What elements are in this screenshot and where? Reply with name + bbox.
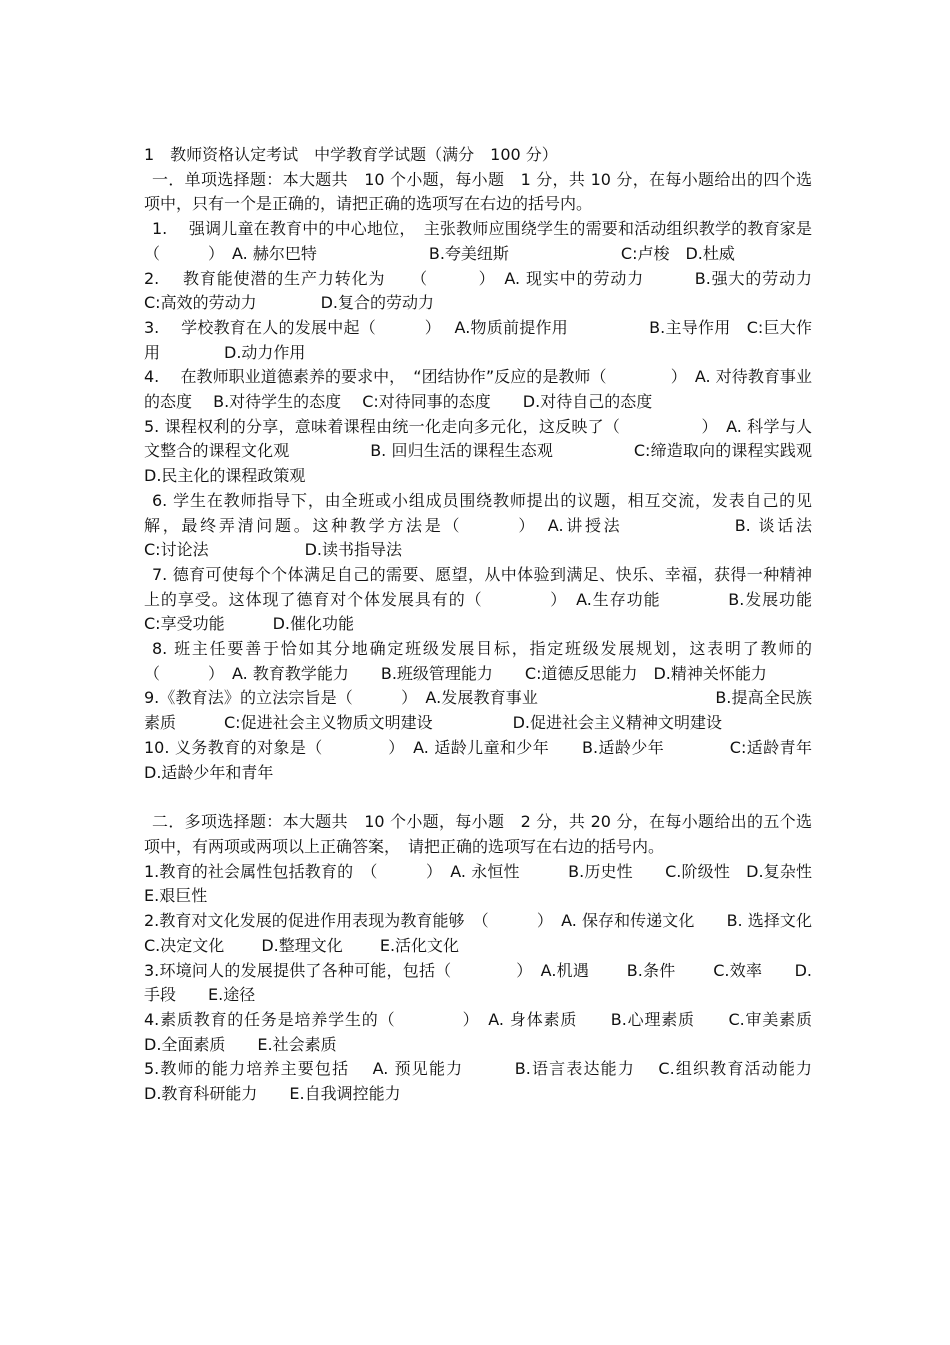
question-multi-4: 4.素质教育的任务是培养学生的（ ） A. 身体素质 B.心理素质 C.审美素质 D.全面素质 E.社会素质 bbox=[144, 1009, 850, 1054]
section-gap bbox=[144, 785, 812, 810]
exam-title: 1 教师资格认定考试 中学教育学试题（满分 100 分） bbox=[144, 145, 558, 164]
question-multi-3: 3.环境问人的发展提供了各种可能，包括（ ） A.机遇 B.条件 C.效率 D.手段 E.途径 bbox=[144, 960, 812, 1005]
question-multi-5: 5.教师的能力培养主要包括 A. 预见能力 B.语言表达能力 C.组织教育活动能力 D.教育科研能力 E.自我调控能力 bbox=[144, 1059, 845, 1104]
question-single-5: 5. 课程权利的分享，意味着课程由统一化走向多元化，这反映了（ ） A. 科学与人文整合的课程文化观 B. 回归生活的课程生态观 C:缔造取向的课程实践观 D.民主化的课程政策观 bbox=[144, 416, 941, 486]
document-content bbox=[144, 143, 941, 1107]
question-single-3: 3. 学校教育在人的发展中起（ ） A.物质前提作用 B.主导作用 C:巨大作用 D.动力作用 bbox=[144, 317, 812, 362]
question-multi-2: 2.教育对文化发展的促进作用表现为教育能够 （ ） A. 保存和传递文化 B. 选择文化 C.决定文化 D.整理文化 E.活化文化 bbox=[144, 911, 850, 955]
question-single-8: 8. 班主任要善于恰如其分地确定班级发展目标，指定班级发展规划，这表明了教师的（ ） A. 教育教学能力 B.班级管理能力 C:道德反思能力 D.精神关怀能力 bbox=[144, 639, 812, 683]
question-single-6: 6. 学生在教师指导下，由全班或小组成员围绕教师提出的议题，相互交流，发表自己的见解，最终弄清问题。这种教学方法是（ ） A.讲授法 B. 谈话法 C:讨论法 D.读书指导法 bbox=[144, 490, 893, 560]
question-single-4: 4. 在教师职业道德素养的要求中， “团结协作”反应的是教师（ ） A. 对待教育事业的态度 B.对待学生的态度 C:对待同事的态度 D.对待自己的态度 bbox=[144, 367, 812, 412]
question-single-9: 9.《教育法》的立法宗旨是（ ） A.发展教育事业 B.提高全民族素质 C:促进社会主义物质文明建设 D.促进社会主义精神文明建设 bbox=[144, 688, 812, 733]
question-multi-1: 1.教育的社会属性包括教育的 （ ） A. 永恒性 B.历史性 C.阶级性 D.复杂性 E.艰巨性 bbox=[144, 861, 845, 906]
section2-heading: 二．多项选择题：本大题共 10 个小题，每小题 2 分，共 20 分，在每小题给出的五个选项中，有两项或两项以上正确答案， 请把正确的选项写在右边的括号内。 bbox=[144, 812, 812, 856]
question-single-7: 7. 德育可使每个个体满足自己的需要、愿望，从中体验到满足、快乐、幸福，获得一种精神上的享受。这体现了德育对个体发展具有的（ ） A.生存功能 B.发展功能 C:享受功能 D.催化功能 bbox=[144, 564, 861, 634]
question-single-2: 2. 教育能使潜的生产力转化为 （ ） A. 现实中的劳动力 B.强大的劳动力 C:高效的劳动力 D.复合的劳动力 bbox=[144, 268, 861, 313]
section1-heading: 一．单项选择题：本大题共 10 个小题，每小题 1 分，共 10 分，在每小题给出的四个选项中，只有一个是正确的，请把正确的选项写在右边的括号内。 bbox=[144, 169, 812, 214]
question-single-1: 1. 强调儿童在教育中的中心地位， 主张教师应围绕学生的需要和活动组织教学的教育家是（ ） A. 赫尔巴特 B.夸美纽斯 C:卢梭 D.杜威 bbox=[144, 219, 812, 263]
question-single-10: 10. 义务教育的对象是（ ） A. 适龄儿童和少年 B.适龄少年 C:适龄青年 D.适龄少年和青年 bbox=[144, 737, 877, 782]
